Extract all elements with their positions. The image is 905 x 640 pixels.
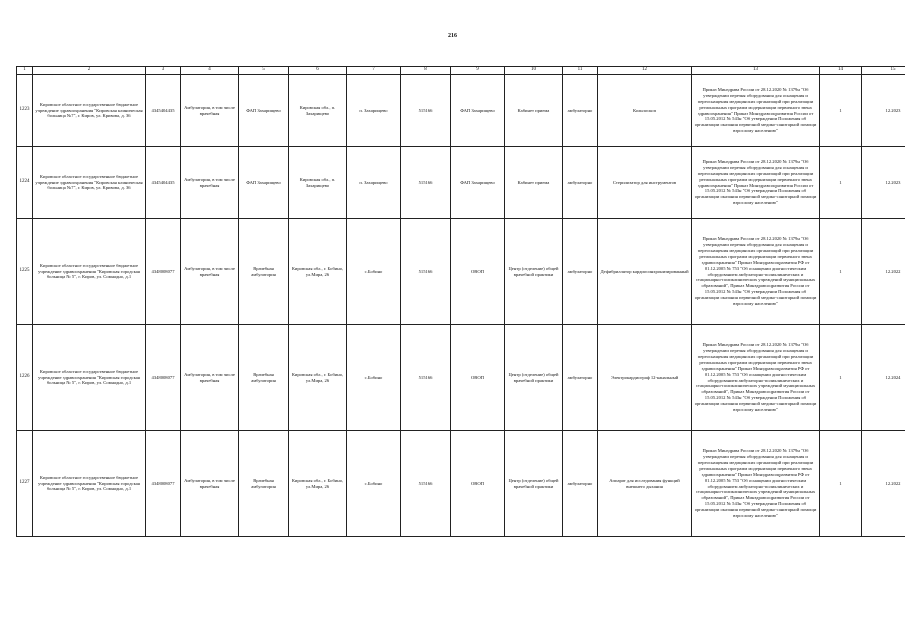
quantity-cell: 1 bbox=[820, 325, 862, 431]
equipment-cell: Кольпоскоп bbox=[598, 75, 692, 147]
regulation-cell: Приказ Минздрава России от 28.12.2020 № 1379н "Об утверждении перечня оборудования для оснащения и переоснащения медицинских организаций при реализации региональных программ модернизации первичного звена здравоохранения" Приказ Минздравсоцразвития РФ от 01.12.2005 № 753 "Об оснащении диагностическим оборудованием амбулаторно-поликлинических и стационарно-поликлинических учреждений муниципальных образований", Приказ Минздравсоцразвития России от 15.05.2012 № 543н "Об утверждении Положения об организации оказания первичной медико-санитарной помощи взрослому населению" bbox=[692, 219, 820, 325]
inn-cell: 4345404435 bbox=[146, 147, 181, 219]
locality-cell: с.Бобино bbox=[347, 431, 401, 537]
facility-type-cell: Амбулатория, в том числе врачебная bbox=[181, 431, 239, 537]
column-header: 6 bbox=[289, 67, 347, 75]
column-header: 15 bbox=[862, 67, 905, 75]
column-header: 8 bbox=[401, 67, 451, 75]
unit-cell: ФАП Захарищево bbox=[451, 75, 505, 147]
column-header: 7 bbox=[347, 67, 401, 75]
regulation-cell: Приказ Минздрава России от 28.12.2020 № 1379н "Об утверждении перечня оборудования для оснащения и переоснащения медицинских организаций при реализации региональных программ модернизации первичного звена здравоохранения" Приказ Минздравсоцразвития РФ от 01.12.2005 № 753 "Об оснащении диагностическим оборудованием амбулаторно-поликлинических и стационарно-поликлинических учреждений муниципальных образований", Приказ Минздравсоцразвития России от 15.05.2012 № 543н "Об утверждении Положения об организации оказания первичной медико-санитарной помощи взрослому населению" bbox=[692, 431, 820, 537]
locality-cell: п. Захарищево bbox=[347, 147, 401, 219]
care-type-cell: амбулаторно bbox=[563, 147, 598, 219]
row-number: 1225 bbox=[17, 219, 33, 325]
code-cell: 515166 bbox=[401, 219, 451, 325]
deadline-cell: 12.2023 bbox=[862, 147, 905, 219]
unit-cell: ФАП Захарищево bbox=[451, 147, 505, 219]
row-number: 1226 bbox=[17, 325, 33, 431]
equipment-cell: Дефибриллятор кардиосинхронизированный bbox=[598, 219, 692, 325]
equipment-cell: Стерилизатор для инструментов bbox=[598, 147, 692, 219]
department-cell: Кабинет приема bbox=[505, 75, 563, 147]
address-cell: Кировская обл., п. Захарищево bbox=[289, 147, 347, 219]
table-row bbox=[17, 431, 905, 537]
row-number: 1224 bbox=[17, 147, 33, 219]
unit-cell: ОВОП bbox=[451, 325, 505, 431]
address-cell: Кировская обл., п. Захарищево bbox=[289, 75, 347, 147]
care-type-cell: амбулаторно bbox=[563, 325, 598, 431]
inn-cell: 4348008077 bbox=[146, 431, 181, 537]
column-header: 13 bbox=[692, 67, 820, 75]
equipment-register-table bbox=[16, 66, 905, 537]
code-cell: 515166 bbox=[401, 431, 451, 537]
facility-type-cell: Амбулатория, в том числе врачебная bbox=[181, 325, 239, 431]
row-number: 1223 bbox=[17, 75, 33, 147]
facility-type-cell: Амбулатория, в том числе врачебная bbox=[181, 147, 239, 219]
code-cell: 515166 bbox=[401, 75, 451, 147]
column-header: 3 bbox=[146, 67, 181, 75]
code-cell: 515166 bbox=[401, 325, 451, 431]
column-header: 12 bbox=[598, 67, 692, 75]
deadline-cell: 12.2022 bbox=[862, 219, 905, 325]
unit-cell: ОВОП bbox=[451, 431, 505, 537]
row-number: 1227 bbox=[17, 431, 33, 537]
column-header: 11 bbox=[563, 67, 598, 75]
address-cell: Кировская обл., г. Бобино, ул.Мира, 26 bbox=[289, 219, 347, 325]
column-header: 2 bbox=[33, 67, 146, 75]
organization-cell: Кировское областное государственное бюджетное учреждение здравоохранения "Кировская городская больница № 5", г. Киров, ул. Сомнадно, д.1 bbox=[33, 431, 146, 537]
deadline-cell: 12.2024 bbox=[862, 325, 905, 431]
locality-cell: с.Бобино bbox=[347, 325, 401, 431]
facility-type-cell: Амбулатория, в том числе врачебная bbox=[181, 75, 239, 147]
care-type-cell: амбулаторно bbox=[563, 75, 598, 147]
facility-name-cell: Врачебная амбулатория bbox=[239, 325, 289, 431]
quantity-cell: 1 bbox=[820, 431, 862, 537]
locality-cell: п. Захарищево bbox=[347, 75, 401, 147]
facility-name-cell: Врачебная амбулатория bbox=[239, 219, 289, 325]
regulation-cell: Приказ Минздрава России от 28.12.2020 № 1379н "Об утверждении перечня оборудования для оснащения и переоснащения медицинских организаций при реализации региональных программ модернизации первичного звена здравоохранения" Приказ Минздравсоцразвития России от 15.05.2012 № 543н "Об утверждении Положения об организации оказания первичной медико-санитарной помощи взрослому населению" bbox=[692, 147, 820, 219]
address-cell: Кировская обл., г. Бобино, ул.Мира, 26 bbox=[289, 325, 347, 431]
department-cell: Кабинет приема bbox=[505, 147, 563, 219]
quantity-cell: 1 bbox=[820, 147, 862, 219]
deadline-cell: 12.2023 bbox=[862, 75, 905, 147]
organization-cell: Кировское областное государственное бюджетное учреждение здравоохранения "Кировская городская больница № 5", г. Киров, ул. Сомнадно, д.1 bbox=[33, 325, 146, 431]
care-type-cell: амбулаторно bbox=[563, 219, 598, 325]
equipment-cell: Электрокардиограф 12-канальный bbox=[598, 325, 692, 431]
facility-name-cell: ФАП Захарищево bbox=[239, 75, 289, 147]
quantity-cell: 1 bbox=[820, 219, 862, 325]
inn-cell: 4345404435 bbox=[146, 75, 181, 147]
unit-cell: ОВОП bbox=[451, 219, 505, 325]
column-header: 9 bbox=[451, 67, 505, 75]
column-number-row bbox=[17, 67, 905, 75]
organization-cell: Кировское областное государственное бюджетное учреждение здравоохранения "Кировская клиническая больница №7", г. Киров, ул. Кривова, д. 36 bbox=[33, 147, 146, 219]
table-row bbox=[17, 219, 905, 325]
column-header: 1 bbox=[17, 67, 33, 75]
facility-type-cell: Амбулатория, в том числе врачебная bbox=[181, 219, 239, 325]
code-cell: 515166 bbox=[401, 147, 451, 219]
inn-cell: 4348008077 bbox=[146, 219, 181, 325]
care-type-cell: амбулаторно bbox=[563, 431, 598, 537]
column-header: 4 bbox=[181, 67, 239, 75]
department-cell: Центр (отделение) общей врачебной практики bbox=[505, 431, 563, 537]
column-header: 10 bbox=[505, 67, 563, 75]
department-cell: Центр (отделение) общей врачебной практики bbox=[505, 325, 563, 431]
regulation-cell: Приказ Минздрава России от 28.12.2020 № 1379н "Об утверждении перечня оборудования для оснащения и переоснащения медицинских организаций при реализации региональных программ модернизации первичного звена здравоохранения" Приказ Минздравсоцразвития России от 15.05.2012 № 543н "Об утверждении Положения об организации оказания первичной медико-санитарной помощи взрослому населению" bbox=[692, 75, 820, 147]
page-number: 216 bbox=[448, 33, 457, 39]
address-cell: Кировская обл., г. Бобино, ул.Мира, 26 bbox=[289, 431, 347, 537]
equipment-cell: Аппарат для исследования функций внешнего дыхания bbox=[598, 431, 692, 537]
organization-cell: Кировское областное государственное бюджетное учреждение здравоохранения "Кировская клиническая больница №7", г. Киров, ул. Кривова, д. 36 bbox=[33, 75, 146, 147]
facility-name-cell: Врачебная амбулатория bbox=[239, 431, 289, 537]
table-row bbox=[17, 75, 905, 147]
locality-cell: с.Бобино bbox=[347, 219, 401, 325]
column-header: 14 bbox=[820, 67, 862, 75]
deadline-cell: 12.2022 bbox=[862, 431, 905, 537]
department-cell: Центр (отделение) общей врачебной практики bbox=[505, 219, 563, 325]
facility-name-cell: ФАП Захарищево bbox=[239, 147, 289, 219]
inn-cell: 4348008077 bbox=[146, 325, 181, 431]
table-row bbox=[17, 147, 905, 219]
organization-cell: Кировское областное государственное бюджетное учреждение здравоохранения "Кировская городская больница № 5", г. Киров, ул. Сомнадно, д.1 bbox=[33, 219, 146, 325]
table-row bbox=[17, 325, 905, 431]
quantity-cell: 1 bbox=[820, 75, 862, 147]
regulation-cell: Приказ Минздрава России от 28.12.2020 № 1379н "Об утверждении перечня оборудования для оснащения и переоснащения медицинских организаций при реализации региональных программ модернизации первичного звена здравоохранения" Приказ Минздравсоцразвития РФ от 01.12.2005 № 753 "Об оснащении диагностическим оборудованием амбулаторно-поликлинических и стационарно-поликлинических учреждений муниципальных образований", Приказ Минздравсоцразвития России от 15.05.2012 № 543н "Об утверждении Положения об организации оказания первичной медико-санитарной помощи взрослому населению" bbox=[692, 325, 820, 431]
column-header: 5 bbox=[239, 67, 289, 75]
